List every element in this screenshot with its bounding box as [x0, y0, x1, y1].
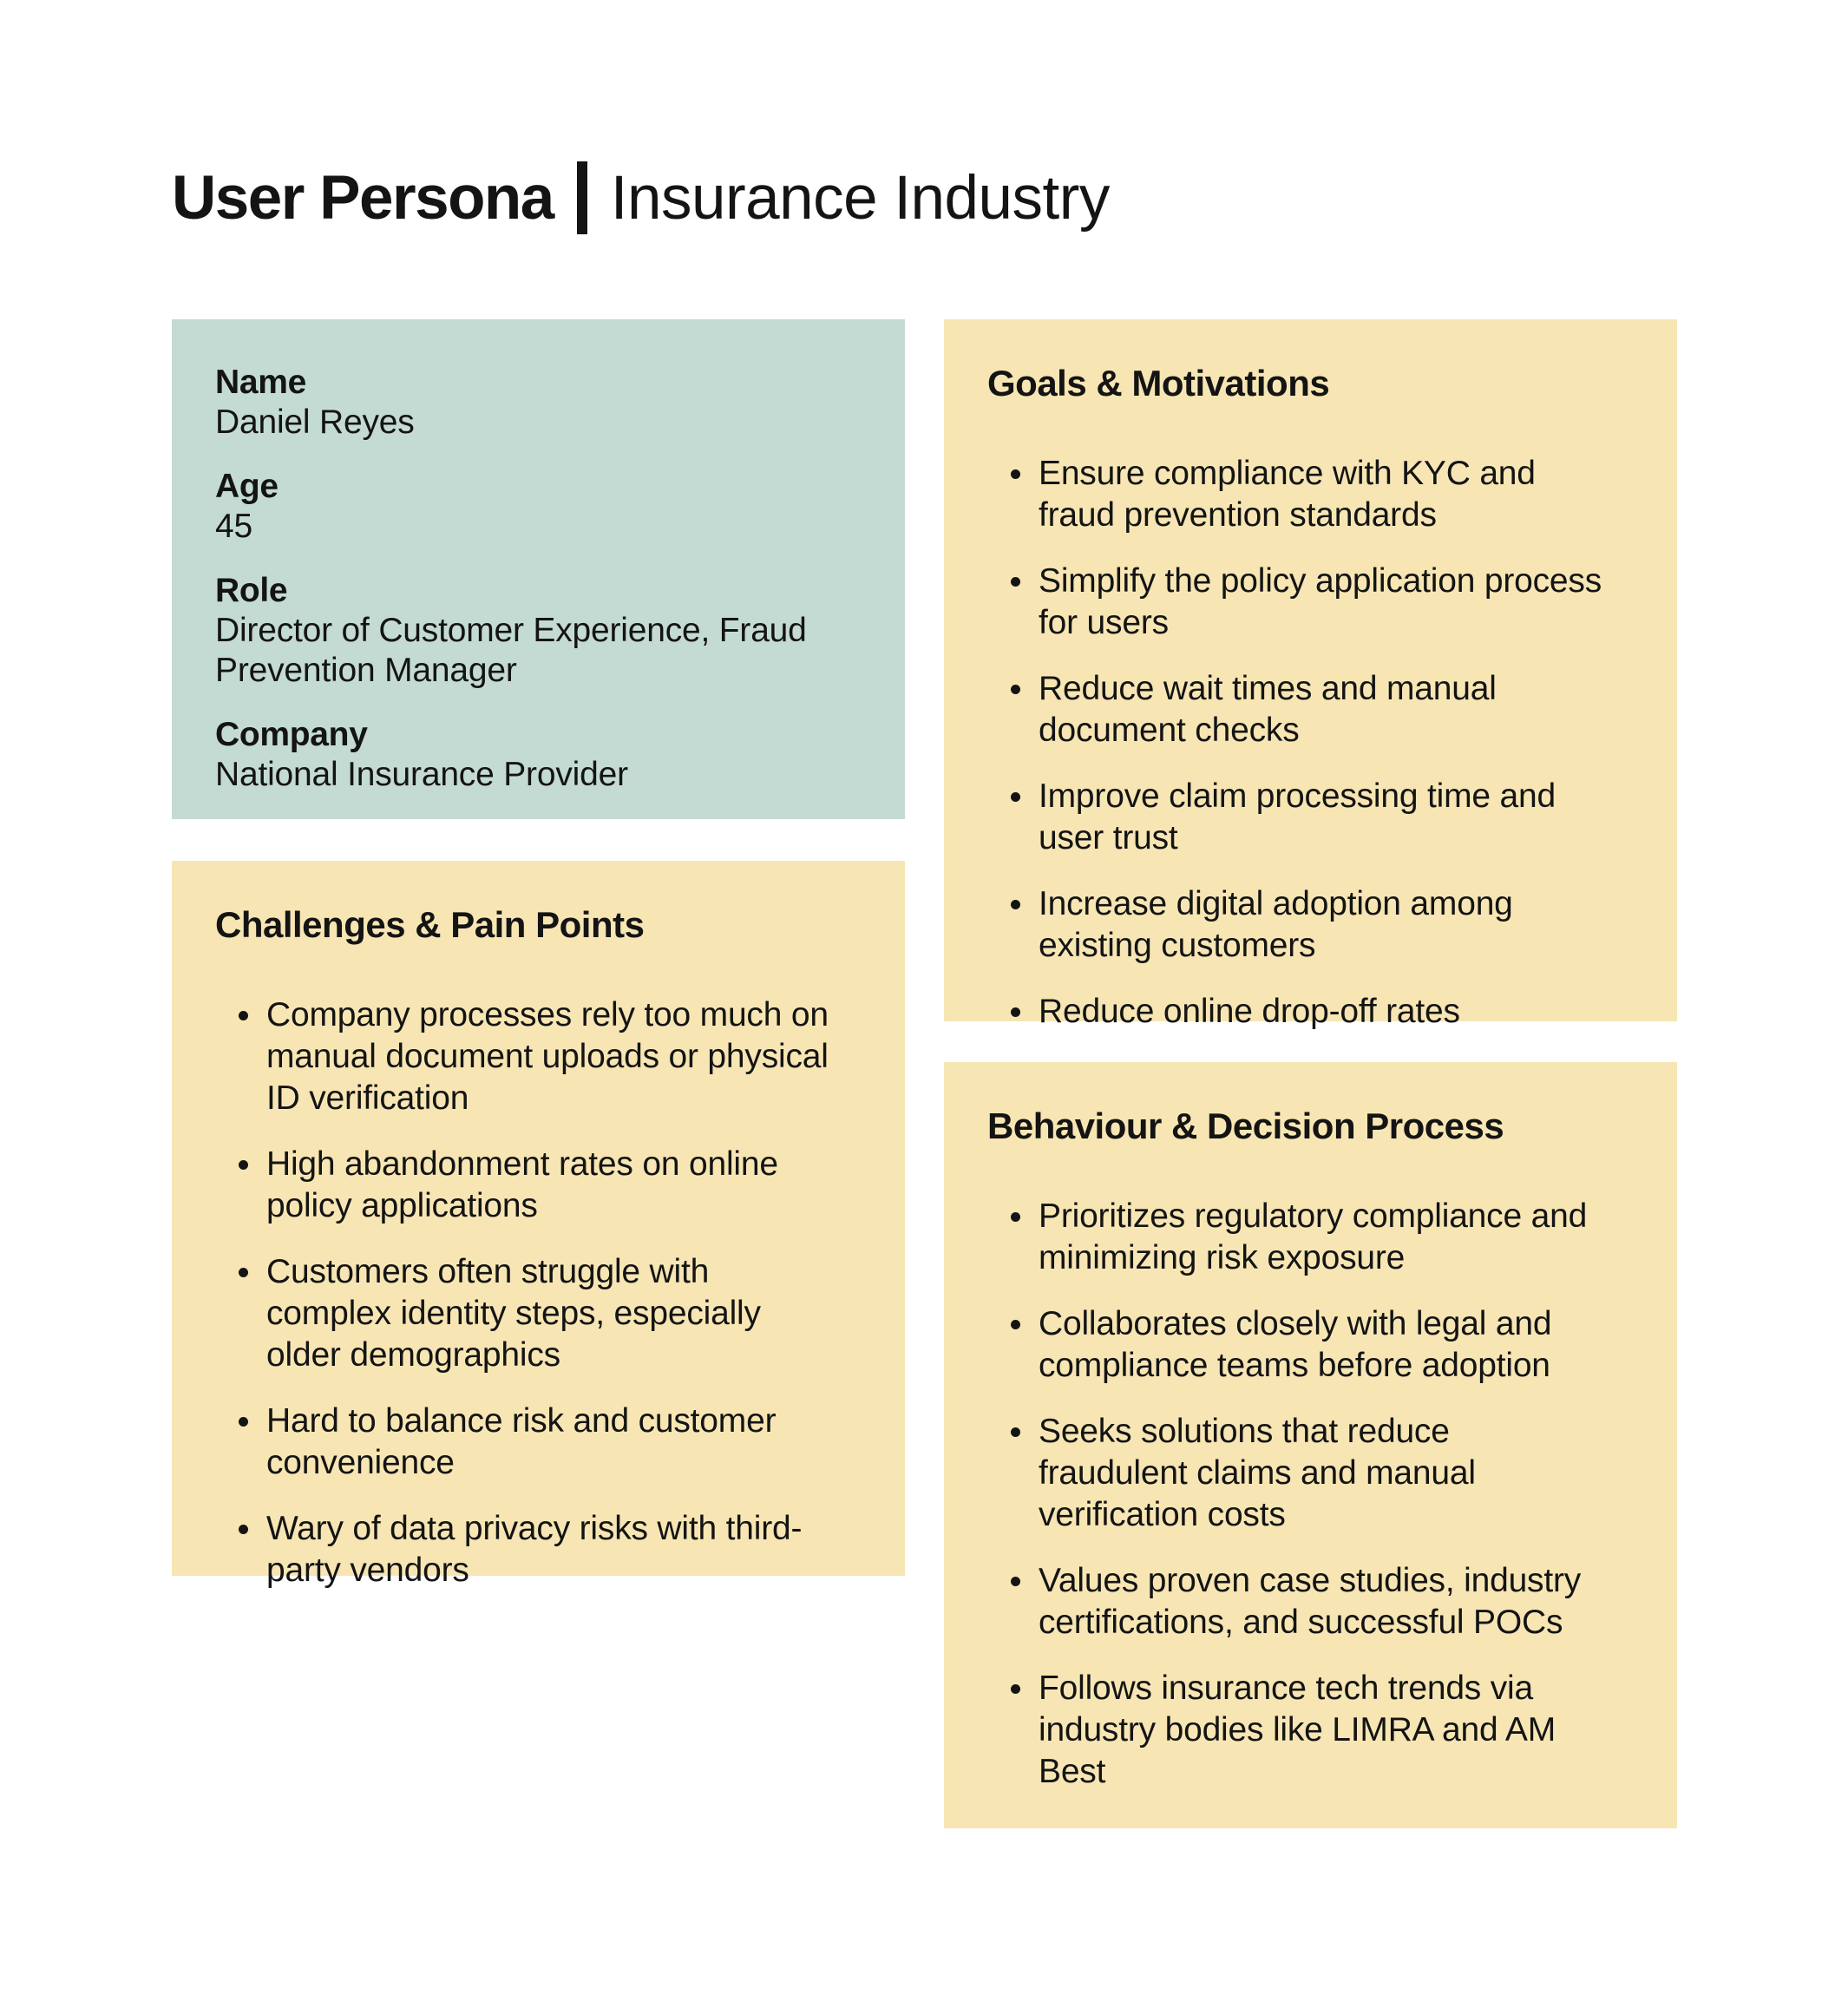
list-item-text: Values proven case studies, industry certifications, and successful POCs — [1039, 1562, 1582, 1641]
profile-field — [215, 715, 870, 795]
list-item — [215, 1251, 870, 1376]
list-item — [987, 776, 1642, 859]
bullet-marker-icon — [1011, 577, 1020, 587]
list-item-text: Reduce online drop-off rates — [1039, 993, 1460, 1030]
list-item-text: Follows insurance tech trends via industry bodies like LIMRA and AM Best — [1039, 1670, 1556, 1790]
list-item — [215, 1508, 870, 1591]
profile-field-value: Director of Customer Experience, Fraud Prevention Manager — [215, 612, 807, 689]
bullet-marker-icon — [1011, 1007, 1020, 1017]
list-item — [987, 991, 1642, 1033]
bullet-marker-icon — [239, 1268, 248, 1277]
list-item-text: Improve claim processing time and user trust — [1039, 777, 1556, 856]
list-item-text: Ensure compliance with KYC and fraud prevention standards — [1039, 455, 1536, 534]
profile-field-label: Name — [215, 364, 307, 401]
section-goals-title: Goals & Motivations — [987, 363, 1330, 403]
profile-field-value: National Insurance Provider — [215, 756, 628, 793]
bullet-marker-icon — [1011, 685, 1020, 694]
list-item-text: Hard to balance risk and customer convenience — [266, 1402, 777, 1481]
profile-field-label: Company — [215, 716, 368, 753]
profile-field-label: Age — [215, 468, 279, 505]
section-goals-list — [987, 453, 1642, 1033]
profile-field-value: 45 — [215, 508, 252, 545]
bullet-marker-icon — [1011, 1212, 1020, 1222]
list-item — [987, 1411, 1642, 1536]
list-item-text: Simplify the policy application process for users — [1039, 562, 1602, 641]
list-item-text: Company processes rely too much on manual document uploads or physical ID verification — [266, 996, 829, 1117]
list-item — [987, 1303, 1642, 1387]
list-item-text: Seeks solutions that reduce fraudulent claims and manual verification costs — [1039, 1413, 1476, 1533]
profile-card — [172, 319, 905, 819]
list-item — [987, 1560, 1642, 1643]
bullet-marker-icon — [1011, 1684, 1020, 1694]
list-item-text: Customers often struggle with complex identity steps, especially older demographics — [266, 1253, 761, 1374]
section-behaviour-title: Behaviour & Decision Process — [987, 1105, 1504, 1146]
profile-field — [215, 571, 870, 691]
list-item-text: High abandonment rates on online policy applications — [266, 1145, 778, 1224]
page-title — [172, 161, 1110, 234]
section-goals-card — [944, 319, 1677, 1030]
bullet-marker-icon — [1011, 469, 1020, 479]
list-item-text: Prioritizes regulatory compliance and minimizing risk exposure — [1039, 1197, 1588, 1276]
profile-field-list — [215, 363, 870, 795]
list-item — [987, 668, 1642, 751]
list-item — [987, 561, 1642, 644]
bullet-marker-icon — [1011, 792, 1020, 802]
section-behaviour-card — [944, 1062, 1677, 1828]
list-item-text: Wary of data privacy risks with third-party vendors — [266, 1510, 803, 1589]
profile-field-value: Daniel Reyes — [215, 403, 415, 441]
bullet-marker-icon — [239, 1525, 248, 1534]
section-challenges-list — [215, 994, 870, 1591]
title-divider-bar — [577, 161, 587, 234]
list-item — [987, 453, 1642, 536]
list-item — [987, 883, 1642, 967]
bullet-marker-icon — [239, 1011, 248, 1020]
list-item — [215, 1401, 870, 1484]
bullet-marker-icon — [1011, 1577, 1020, 1586]
list-item — [987, 1668, 1642, 1793]
page-title-secondary: Insurance Industry — [610, 163, 1110, 233]
list-item-text: Reduce wait times and manual document checks — [1039, 670, 1497, 749]
list-item — [215, 1144, 870, 1227]
section-challenges-title: Challenges & Pain Points — [215, 904, 645, 945]
profile-field-label: Role — [215, 572, 288, 609]
bullet-marker-icon — [1011, 1320, 1020, 1329]
section-challenges-card — [172, 861, 905, 1589]
bullet-marker-icon — [239, 1417, 248, 1427]
list-item — [987, 1196, 1642, 1279]
list-item-text: Increase digital adoption among existing customers — [1039, 885, 1513, 964]
page-title-primary: User Persona — [172, 163, 554, 233]
list-item-text: Collaborates closely with legal and compliance teams before adoption — [1039, 1305, 1552, 1384]
bullet-marker-icon — [1011, 900, 1020, 909]
profile-field — [215, 363, 870, 443]
bullet-marker-icon — [239, 1160, 248, 1170]
section-behaviour-list — [987, 1196, 1642, 1793]
list-item — [215, 994, 870, 1119]
bullet-marker-icon — [1011, 1427, 1020, 1437]
profile-field — [215, 467, 870, 547]
